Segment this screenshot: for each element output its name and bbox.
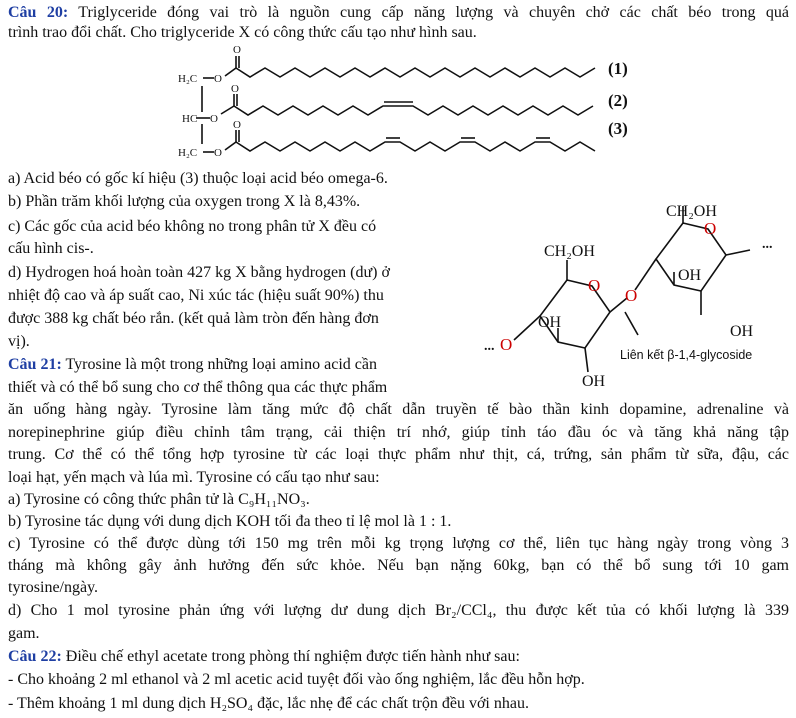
q22-step1: - Cho khoảng 2 ml ethanol và 2 ml acetic acid tuyệt đối vào ống nghiệm, lắc đều hỗn hợp. bbox=[8, 671, 585, 688]
q21-statement-b: b) Tyrosine tác dụng với dung dịch KOH tối đa theo tỉ lệ mol là 1 : 1. bbox=[8, 513, 452, 530]
q20-statement-a: a) Acid béo có gốc kí hiệu (3) thuộc loại acid béo omega-6. bbox=[8, 170, 388, 187]
q20-statement-b: b) Phần trăm khối lượng của oxygen trong X là 8,43%. bbox=[8, 193, 361, 210]
q20-statement-d1: d) Hydrogen hoá hoàn toàn 427 kg X bằng hydrogen (dư) ở bbox=[8, 264, 390, 281]
carbonyl-o-3: O bbox=[233, 119, 241, 131]
ring1-o: O bbox=[588, 276, 601, 295]
triglyceride-structure bbox=[170, 40, 650, 165]
q21-line1 bbox=[8, 354, 377, 375]
q21-line4: norepinephrine giúp điều chỉnh tâm trạng, cải thiện trí nhớ, giúp tỉnh táo đầu óc và tăng khả năng tập bbox=[8, 424, 789, 441]
carbonyl-o-2: O bbox=[231, 83, 239, 95]
ring1-ch2oh: CH₂OH bbox=[544, 243, 595, 260]
q22-step2: - Thêm khoảng 1 ml dung dịch H₂SO₄ đặc, lắc nhẹ để các chất trộn đều với nhau. bbox=[8, 695, 529, 712]
glycerol-hc: HC bbox=[182, 113, 198, 125]
ring1-oh: OH bbox=[538, 314, 562, 331]
glycoside-o: O bbox=[625, 286, 638, 305]
ring2-oh: OH bbox=[678, 267, 702, 284]
q21-line2: thiết và có thể bổ sung cho cơ thể thông qua các thực phẩm bbox=[8, 379, 388, 396]
q21-line5: trung. Cơ thể có thể tổng hợp tyrosine từ các loại thực phẩm như thịt, cá, trứng, sản phẩm từ sữa, đậu, các bbox=[8, 446, 789, 463]
carbonyl-o-1: O bbox=[233, 44, 241, 56]
left-dots: ... bbox=[484, 339, 495, 354]
q21-text-1: Tyrosine là một trong những loại amino acid cần bbox=[65, 356, 377, 373]
q21-statement-c2: tháng mà không gây ảnh hưởng đến sức khỏe. Nếu bạn nặng 60kg, bạn có thể bổ sung tới 10 gam bbox=[8, 557, 789, 574]
q21-statement-d1: d) Cho 1 mol tyrosine phản ứng với lượng dư dung dịch Br₂/CCl₄, thu được kết tủa có khối lượng là 339 bbox=[8, 602, 789, 619]
q21-statement-c3: tyrosine/ngày. bbox=[8, 579, 99, 596]
ring1-oh-bottom: OH bbox=[582, 373, 606, 390]
chain-label-2: (2) bbox=[608, 91, 628, 110]
glycerol-h2c-top: H₂C bbox=[178, 73, 198, 85]
ring2-ch2oh: CH₂OH bbox=[666, 203, 717, 220]
q21-statement-d2: gam. bbox=[8, 625, 40, 642]
q20-label: Câu 20: bbox=[8, 4, 69, 21]
q21-statement-c1: c) Tyrosine có thể được dùng tới 150 mg trên mỗi kg trọng lượng cơ thể, liên tục hàng ngày trong vòng 3 bbox=[8, 535, 789, 552]
q20-intro-text-1: Triglyceride đóng vai trò là nguồn cung cấp năng lượng và chuyên chở các chất béo trong quá bbox=[78, 4, 790, 21]
ester-o-3: O bbox=[214, 147, 222, 159]
cellulose-structure bbox=[470, 190, 796, 395]
ring2-o: O bbox=[704, 219, 717, 238]
q21-statement-a: a) Tyrosine có công thức phân tử là C₉H₁₁NO₃. bbox=[8, 491, 310, 508]
q20-intro-line2: trình trao đổi chất. Cho triglyceride X có công thức cấu tạo như hình sau. bbox=[8, 24, 477, 41]
glycoside-link-label: Liên kết β-1,4-glycoside bbox=[620, 348, 753, 362]
left-end-o: O bbox=[500, 335, 513, 354]
chain-label-3: (3) bbox=[608, 119, 628, 138]
q20-intro-line1 bbox=[8, 2, 789, 23]
ring2-oh-right: OH bbox=[730, 323, 754, 340]
q22-intro: Điều chế ethyl acetate trong phòng thí nghiệm được tiến hành như sau: bbox=[65, 648, 520, 665]
q22-label: Câu 22: bbox=[8, 648, 62, 665]
glycerol-h2c-bottom: H₂C bbox=[178, 147, 198, 159]
q21-line3: ăn uống hàng ngày. Tyrosine làm tăng mức độ chất dẫn truyền tế bào thần kinh dopamine, adrenaline và bbox=[8, 401, 789, 418]
q20-statement-d2: nhiệt độ cao và áp suất cao, Ni xúc tác (hiệu suất 90%) thu bbox=[8, 287, 384, 304]
q21-line6: loại hạt, yến mạch và lúa mì. Tyrosine có cấu tạo như sau: bbox=[8, 469, 380, 486]
chain-label-1: (1) bbox=[608, 59, 628, 78]
q20-statement-c1: c) Các gốc của acid béo không no trong phân tử X đều có bbox=[8, 218, 377, 235]
ester-o-2: O bbox=[210, 113, 218, 125]
q21-label: Câu 21: bbox=[8, 356, 62, 373]
q20-statement-c2: cấu hình cis-. bbox=[8, 240, 94, 257]
q22-intro-line bbox=[8, 646, 520, 667]
q20-statement-d3: được 388 kg chất béo rắn. (kết quả làm tròn đến hàng đơn bbox=[8, 310, 379, 327]
q20-statement-d4: vị). bbox=[8, 333, 30, 350]
ester-o-1: O bbox=[214, 73, 222, 85]
right-dots: ... bbox=[762, 237, 773, 252]
